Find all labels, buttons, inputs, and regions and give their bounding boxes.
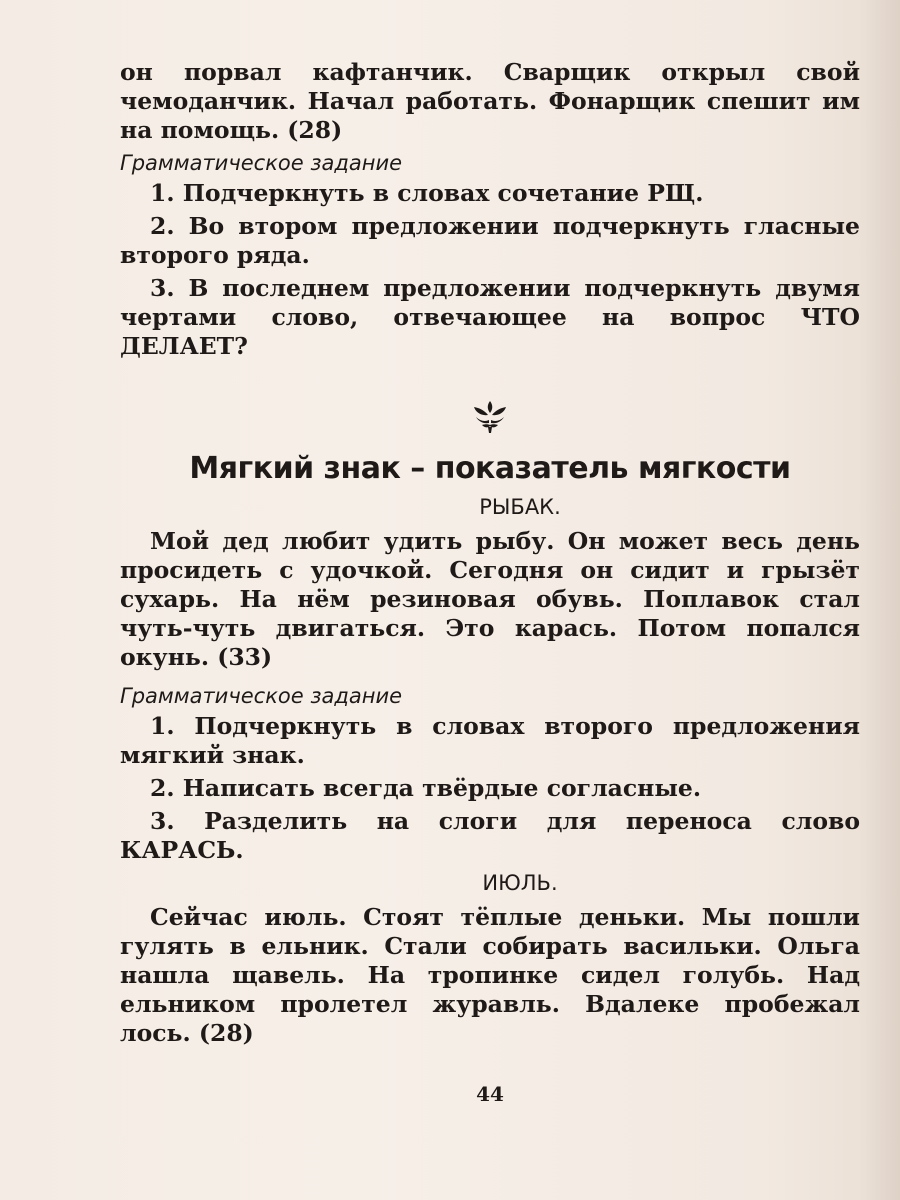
story-text-july: Сейчас июль. Стоят тёплые деньки. Мы пошли гулять в ельник. Стали собирать васильки. Ольга нашла щавель. На тропинке сидел голубь. Над ельником пролетел журавль. Вдалеке пробежал лось. (28) [120,903,860,1047]
page-number: 44 [476,1082,504,1106]
grammar-task-2-item-1: 1. Подчеркнуть в словах второго предложения мягкий знак. [120,712,860,769]
story-title-july: ИЮЛЬ. [482,871,558,895]
grammar-task-heading-2: Грамматическое задание [120,684,403,708]
grammar-task-1-item-1: 1. Подчеркнуть в словах сочетание РЩ. [150,179,704,207]
story-title-fisherman: РЫБАК. [479,495,561,519]
grammar-task-1-item-2: 2. Во втором предложении подчеркнуть гласные второго ряда. [120,212,860,269]
grammar-task-2-item-3: 3. Разделить на слоги для переноса слово КАРАСЬ. [120,807,860,864]
grammar-task-2-item-2: 2. Написать всегда твёрдые согласные. [150,774,702,802]
continuation-paragraph: он порвал кафтанчик. Сварщик открыл свой чемоданчик. Начал работать. Фонарщик спешит им на помощь. (28) [120,58,860,144]
grammar-task-1-item-3: 3. В последнем предложении подчеркнуть двумя чертами слово, отвечающее на вопрос ЧТО ДЕЛАЕТ? [120,274,860,360]
section-title: Мягкий знак – показатель мягкости [189,451,791,486]
floral-ornament-icon [470,399,510,435]
page-edge-shadow [860,0,900,1200]
page-content [120,58,860,1106]
grammar-task-heading-1: Грамматическое задание [120,151,403,175]
story-text-fisherman: Мой дед любит удить рыбу. Он может весь день просидеть с удочкой. Сегодня он сидит и грызёт сухарь. На нём резиновая обувь. Поплавок стал чуть-чуть двигаться. Это карась. Потом попался окунь. (33) [120,527,860,671]
